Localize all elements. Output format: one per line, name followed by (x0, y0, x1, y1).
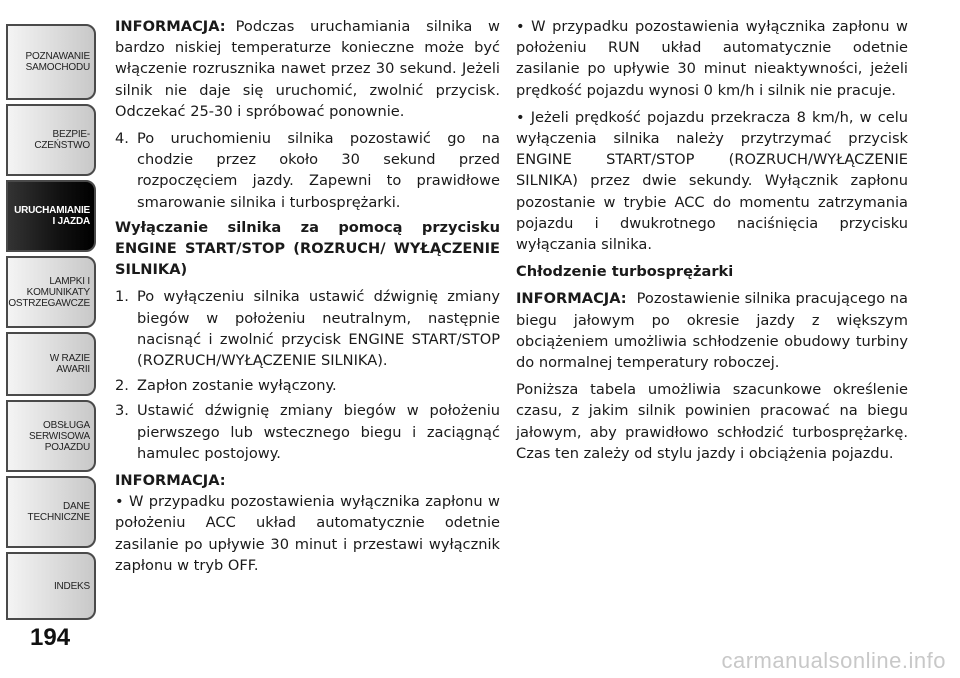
note-paragraph (115, 16, 500, 122)
list-item (115, 400, 500, 464)
section-heading: Chłodzenie turbosprężarki (516, 263, 734, 281)
tab-poznawanie-samochodu[interactable] (6, 24, 96, 100)
bullet-paragraph: • W przypadku pozostawienia wyłącznika zapłonu w położeniu RUN układ automatycznie odetnie zasilanie po upływie 30 minut nieaktywności, jeżeli prędkość pojazdu wynosi 0 km/h i silnik nie pracuje. (516, 18, 908, 99)
tab-uruchamianie-i-jazda[interactable] (6, 180, 96, 252)
list-number: 2. (115, 377, 129, 395)
tab-label: W RAZIE AWARII (49, 353, 90, 375)
left-column (115, 16, 500, 582)
list-text: Ustawić dźwignię zmiany biegów w położeniu pierwszego lub wstecznego biegu i zaciągnąć hamulec postojowy. (137, 402, 500, 462)
tab-bezpieczenstwo[interactable] (6, 104, 96, 176)
note-label: INFORMACJA: (516, 290, 627, 308)
list-number: 3. (115, 402, 129, 420)
list-text: Po uruchomieniu silnika pozostawić go na chodzie przez około 30 sekund przed rozpoczęciem jazdy. Zapewni to prawidłowe smarowanie silnika i turbosprężarki. (137, 130, 500, 211)
tab-lampki-i-komunikaty[interactable] (6, 256, 96, 328)
tab-label: INDEKS (53, 580, 90, 592)
list-item (115, 286, 500, 371)
watermark: carmanualsonline.info (721, 648, 946, 673)
note-paragraph (516, 288, 908, 373)
tab-dane-techniczne[interactable] (6, 476, 96, 548)
body-paragraph: Poniższa tabela umożliwia szacunkowe określenie czasu, z jakim silnik powinien pracować na biegu jałowym, aby prawidłowo schłodzić turbosprężarkę. Czas ten zależy od stylu jazdy i obciążenia pojazdu. (516, 381, 908, 462)
note-label: INFORMACJA: (115, 472, 226, 490)
list-text: Po wyłączeniu silnika ustawić dźwignię zmiany biegów w położeniu neutralnym, następnie nacisnąć i zwolnić przycisk ENGINE START/STOP (ROZRUCH/WYŁĄCZENIE SILNIKA). (137, 288, 500, 370)
tab-label: POZNAWANIE SAMOCHODU (25, 51, 90, 73)
list-number: 1. (115, 288, 129, 306)
tab-label: LAMPKI I KOMUNIKATY OSTRZEGAWCZE (8, 275, 90, 309)
note-label: INFORMACJA: (115, 18, 226, 35)
list-item (115, 375, 500, 396)
note-text: Pozostawienie silnika pracującego na biegu jałowym po okresie jazdy z większym obciążeniem umożliwia schłodzenie obudowy turbiny do normalnej temperatury roboczej. (516, 290, 908, 372)
note-text: Podczas uruchamiania silnika w bardzo niskiej temperaturze konieczne może być włączenie rozrusznika nawet przez 30 sekund. Jeżeli silnik nie daje się uruchomić, zwolnić przycisk. Odczekać 25-30 i spróbować ponownie. (115, 18, 500, 120)
list-number: 4. (115, 130, 129, 148)
section-heading: Wyłączanie silnika za pomocą przycisku ENGINE START/STOP (ROZRUCH/ WYŁĄCZENIE SILNIKA) (115, 218, 500, 279)
tab-label: URUCHAMIANIE I JAZDA (14, 205, 90, 227)
page-number: 194 (30, 624, 71, 651)
list-text: Zapłon zostanie wyłączony. (137, 377, 337, 395)
tab-indeks[interactable] (6, 552, 96, 620)
tab-w-razie-awarii[interactable] (6, 332, 96, 396)
right-column (516, 16, 908, 470)
tab-label: OBSŁUGA SERWISOWA POJAZDU (29, 419, 90, 453)
bullet-paragraph: • Jeżeli prędkość pojazdu przekracza 8 km/h, w celu wyłączenia silnika należy przytrzymać przycisk ENGINE START/STOP (ROZRUCH/WYŁĄCZENIE SILNIKA) przez dwie sekundy. Wyłącznik zapłonu pozostanie w trybie ACC do momentu zatrzymania pojazdu i dwukrotnego naciśnięcia przycisku wyłączania silnika. (516, 108, 908, 254)
tab-obsluga-serwisowa[interactable] (6, 400, 96, 472)
tab-label: BEZPIE- CZEŃSTWO (34, 129, 90, 151)
list-item (115, 128, 500, 213)
bullet-paragraph: • W przypadku pozostawienia wyłącznika zapłonu w położeniu ACC układ automatycznie odetnie zasilanie po upływie 30 minut i przestawi wyłącznik zapłonu w tryb OFF. (115, 493, 500, 574)
tab-label: DANE TECHNICZNE (27, 501, 90, 523)
